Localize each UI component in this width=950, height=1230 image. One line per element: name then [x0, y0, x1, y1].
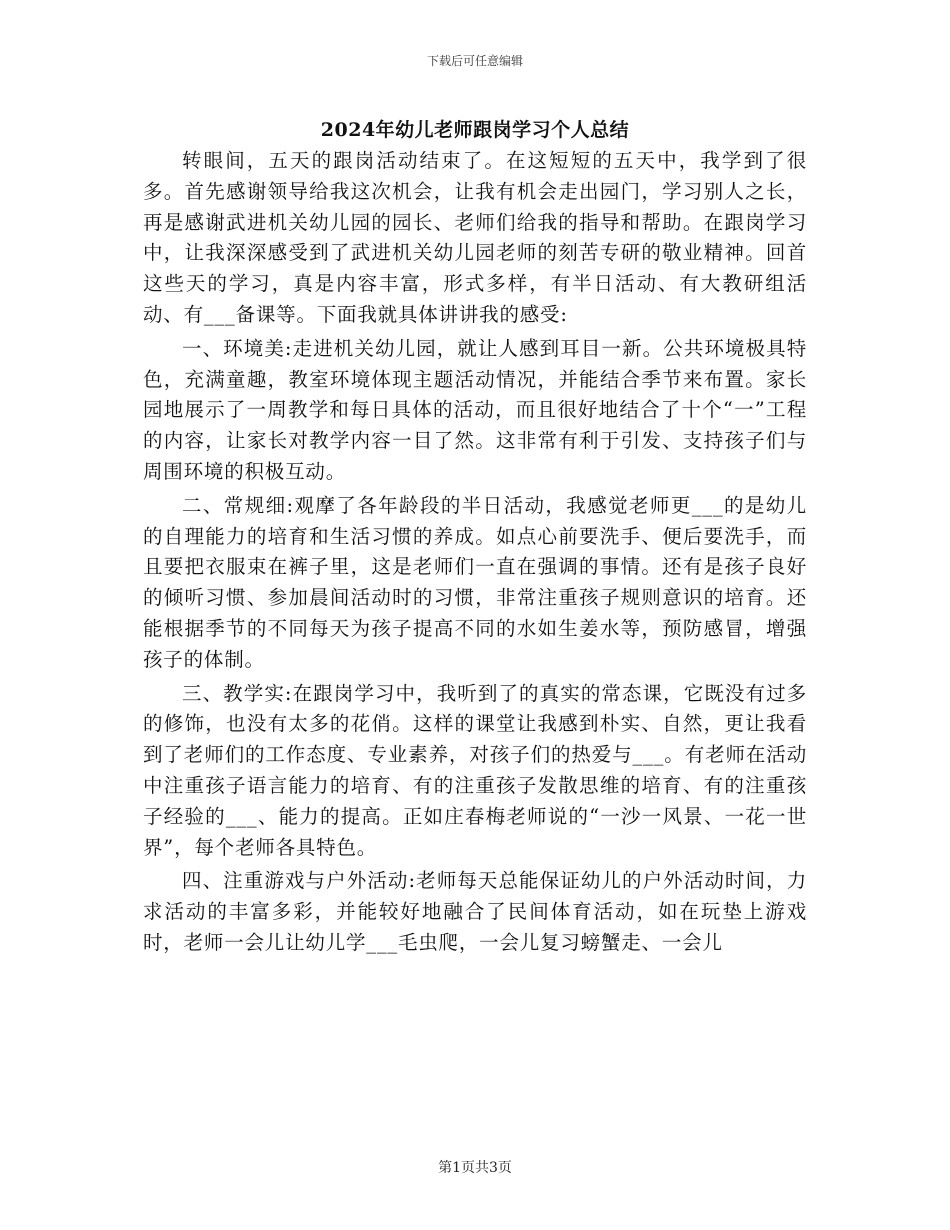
- paragraph-teaching: 三、教学实:在跟岗学习中，我听到了的真实的常态课，它既没有过多的修饰，也没有太多的花俏。这样的课堂让我感到朴实、自然，更让我看到了老师们的工作态度、专业素养，对孩子们的热爱与___。有老师在活动中注重孩子语言能力的培育、有的注重孩子发散思维的培育、有的注重孩子经验的___、能力的提高。正如庄春梅老师说的“一沙一风景、一花一世界”，每个老师各具特色。: [143, 681, 807, 859]
- paragraph-games: 四、注重游戏与户外活动:老师每天总能保证幼儿的户外活动时间，力求活动的丰富多彩，并能较好地融合了民间体育活动，如在玩垫上游戏时，老师一会儿让幼儿学___毛虫爬，一会儿复习螃蟹走、一会儿: [143, 869, 807, 954]
- page-number: 第1页共3页: [438, 1160, 512, 1176]
- document-body: [143, 146, 807, 959]
- paragraph-environment: 一、环境美:走进机关幼儿园，就让人感到耳目一新。公共环境极具特色，充满童趣，教室环境体现主题活动情况，并能结合季节来布置。家长园地展示了一周教学和每日具体的活动，而且很好地结合了十个“一”工程的内容，让家长对教学内容一目了然。这非常有利于引发、支持孩子们与周围环境的积极互动。: [143, 336, 807, 483]
- paragraph-intro: 转眼间，五天的跟岗活动结束了。在这短短的五天中，我学到了很多。首先感谢领导给我这次机会，让我有机会走出园门，学习别人之长，再是感谢武进机关幼儿园的园长、老师们给我的指导和帮助。在跟岗学习中，让我深深感受到了武进机关幼儿园老师的刻苦专研的敬业精神。回首这些天的学习，真是内容丰富，形式多样，有半日活动、有大教研组活动、有___备课等。下面我就具体讲讲我的感受:: [143, 149, 807, 326]
- document-title: 2024年幼儿老师跟岗学习个人总结: [320, 119, 630, 141]
- page-header-note: 下载后可任意编辑: [426, 54, 523, 68]
- paragraph-routine: 二、常规细:观摩了各年龄段的半日活动，我感觉老师更___的是幼儿的自理能力的培育和生活习惯的养成。如点心前要洗手、便后要洗手，而且要把衣服束在裤子里，这是老师们一直在强调的事情。还有是孩子良好的倾听习惯、参加晨间活动时的习惯，非常注重孩子规则意识的培育。还能根据季节的不同每天为孩子提高不同的水如生姜水等，预防感冒，增强孩子的体制。: [143, 493, 807, 671]
